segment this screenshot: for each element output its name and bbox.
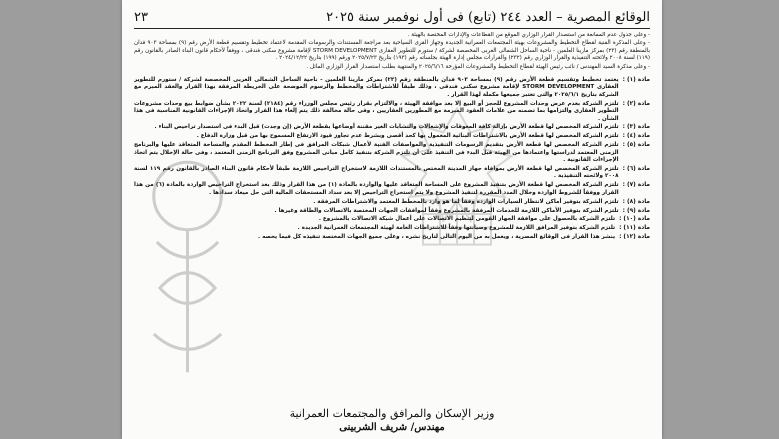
article-text: تلتزم الشركة بتوفير الأماكن اللازمة للخدمات المرفقة بالمشروع وفقاً لموافقات الجهات المختصة بالاتصالات والطاقة وغيرها . <box>274 207 619 214</box>
article <box>134 166 650 181</box>
article-label: مادة (١) : <box>622 77 650 84</box>
article-text: يعتمد تخطيط وتقسيم قطعة الأرض رقم (٩) بمساحة ٩٠٣ فدان بالمنطقة رقم (٢٣) بمركز مارينا العلمين - ناحية الساحل الشمالى الغربى المخصصة لشركة / ستورم للتطوير العقارى STORM DEVELOPMENT لإقامة مشروع سكنى فندقى ، وذلك طبقاً للاشتراطات والمخطط والرسوم الموضحة على الخريطة المرفقة بهذا القرار والعقد المبرم مع الشركة بتاريخ ٢٠٢٥/٦/١ والتى تعتبر جميعها مكملة لهذا القرار . <box>134 77 619 98</box>
article <box>134 101 650 123</box>
signature-block <box>272 407 512 433</box>
article-text: تلتزم الشركة المخصص لها قطعة الأرض بتنفيذ المشروع على المساحة المتعاقد عليها والواردة بالمادة (١) من هذا القرار وذلك بعد استخراج التراخيص الواردة بالمادة (٦) من هذا القرار ووفقاً للشروط الواردة وخلال المدد المقررة لتنفيذ المشروع ولا يتم استخراج التراخيص إلا بعد سداد المستحقات المالية التى حل ميعاد سدادها . <box>134 182 619 196</box>
article <box>134 208 650 215</box>
gazette-title: الوقائع المصرية – العدد ٢٤٤ (تابع) فى أول نوفمبر سنة ٢٠٢٥ <box>326 9 650 25</box>
article-text: تلتزم الشركة المخصص لها قطعة الأرض بإزالة كافة المعوقات والإشغالات والتشابات الغير مقننة أوضاعها بقطعة الأرض (إن وجدت) قبل البدء فى استصدار تراخيص البناء . <box>154 124 619 131</box>
article-text: تلتزم الشركة المخصص لها قطعة الأرض بالاشتراطات البنائية المعمول بها كحد أقصى وبشرط عدم تجاوز قيود الارتفاع المسموح بها من قبل وزارة الدفاع . <box>196 133 619 140</box>
page-header <box>134 6 650 29</box>
article-text: تلتزم الشركة بالحصول على موافقة الجهاز القومى لتنظيم الاتصالات على أعمال شبكة الاتصالات بالمشروع . <box>318 216 616 223</box>
article <box>134 142 650 164</box>
article-text: تلتزم الشركة المخصص لها قطعة الأرض بموافاة جهاز المدينة المختص بالمستندات اللازمة لاستخراج التراخيص اللازمة طبقاً لأحكام قانون البناء الصادر بالقانون رقم ١١٩ لسنة ٢٠٠٨ ولائحته التنفيذية . <box>134 166 619 180</box>
article-label: مادة (١٢) : <box>619 234 650 241</box>
article-label: مادة (٨) : <box>622 198 650 205</box>
article-label: مادة (١١) : <box>619 225 650 232</box>
article <box>134 124 650 131</box>
article <box>134 199 650 206</box>
article-text: تلتزم الشركة بعدم عرض وحدات المشروع للحجز أو البيع إلا بعد موافقة الهيئة ، والالتزام بقرار رئيس مجلس الوزراء رقم (٢١٨٤) لسنة ٢٠٢٢ بشأن ضوابط بيع وحدات مشروعات التطوير العقارى والتزامها بما تضمنه من علامات العقود المبرمة مع المطورين العقاريين ، وفى حالة مخالفة ذلك يتم إلغاء هذا القرار واتخاذ الإجراءات القانونية المناسبة فى هذا الشأن . <box>134 100 619 122</box>
article-text: تلتزم الشركة بتوفير المرافق اللازمة للمشروع وصيانتها وفقاً للاشتراطات العامة لهيئة المجتمعات العمرانية الجديدة . <box>297 225 616 232</box>
minister-title: وزير الإسكان والمرافق والمجتمعات العمرانية <box>289 407 495 420</box>
article <box>134 133 650 140</box>
article-label: مادة (٩) : <box>622 207 650 214</box>
preamble-paragraph: - وعلى المذكرة الفنية لقطاع التخطيط والمشروعات بهيئة المجتمعات العمرانية الجديدة وجهاز القرى السياحية بعد مراجعة المستندات والرسومات المقدمة لاعتماد تخطيط وتقسيم قطعة الأرض رقم (٩) بمساحة ٩٠٣ فدان بالمنطقة رقم (٢٣) بمركز مارينا العلمين - ناحية الساحل الشمالى الغربى المخصصة لشركة / ستورم للتطوير العقارى STORM DEVELOPMENT لإقامة مشروع سكنى فندقى ، ووفقاً لأحكام قانون البناء الصادر بالقانون رقم (١١٩) لسنة ٢٠٠٨ ولائحته التنفيذية والقرار الوزاري رقم (٢٣٢) والقرارات مجلس إدارة الهيئة بجلساته رقم (١٩٣) بتاريخ ٢٠٢٥/٧/٢٣ ورقم (١٩٩) بتاريخ ٢٠٢٤/١٢/٢٢ . <box>134 40 650 62</box>
preamble-paragraph: - وعلى مذكرة السيد المهندس / نائب رئيس الهيئة لقطاع التخطيط والمشروعات المؤرخة ٢٠٢٥/٦/١٦ والمنتهية بطلب استصدار القرار الوزاري المائل . <box>134 64 650 71</box>
article-label: مادة (٣) : <box>622 124 650 131</box>
article-label: مادة (٦) : <box>622 166 650 172</box>
article-label: مادة (٧) : <box>622 182 650 189</box>
article-label: مادة (٢) : <box>622 100 650 107</box>
minister-name: مهندس/ شريف الشربينى <box>339 422 445 433</box>
document-page <box>122 0 662 439</box>
page-number: ٢٣ <box>134 9 148 25</box>
article <box>134 182 650 197</box>
article-text: تلتزم الشركة بتوفير أماكن لانتظار السيارات الواردة وفقاً لما هو وارد بالمخطط المعتمد والاشتراطات المرفقة . <box>313 198 619 205</box>
preamble-paragraph: - وعلى جدول عدم الممانعة من استصدار القرار الوزاري الموقع من القطاعات والإدارات المختصة بالهيئة . <box>134 32 650 39</box>
article-label: مادة (٤) : <box>622 133 650 140</box>
article-label: مادة (٥) : <box>622 142 650 149</box>
article <box>134 77 650 99</box>
article <box>134 234 650 241</box>
article-label: مادة (١٠) : <box>619 216 650 223</box>
article <box>134 216 650 223</box>
article-text: تلتزم الشركة المخصص لها قطعة الأرض بتقديم الرسومات التنفيذية والمواصفات الفنية لأعمال شبكات المرافق فى إطار المخطط المقدم والمساحة المتعاقد عليها والبرنامج الزمنى المعتمد لدراستها واعتمادها من الهيئة قبل البدء فى التنفيذ على أن تلتزم الشركة بتنفيذ كامل مبانى المشروع وفق البرنامج الزمنى المعتمد ، وفى حالة الإخلال يتم اتخاذ الإجراءات القانونية . <box>134 142 619 164</box>
article-text: ينشر هذا القرار فى الوقائع المصرية ، ويعمل به من اليوم التالى لتاريخ نشره ، وعلى جميع الجهات المختصة تنفيذه كل فيما يخصه . <box>258 234 616 241</box>
article <box>134 225 650 232</box>
document-body <box>134 32 650 395</box>
